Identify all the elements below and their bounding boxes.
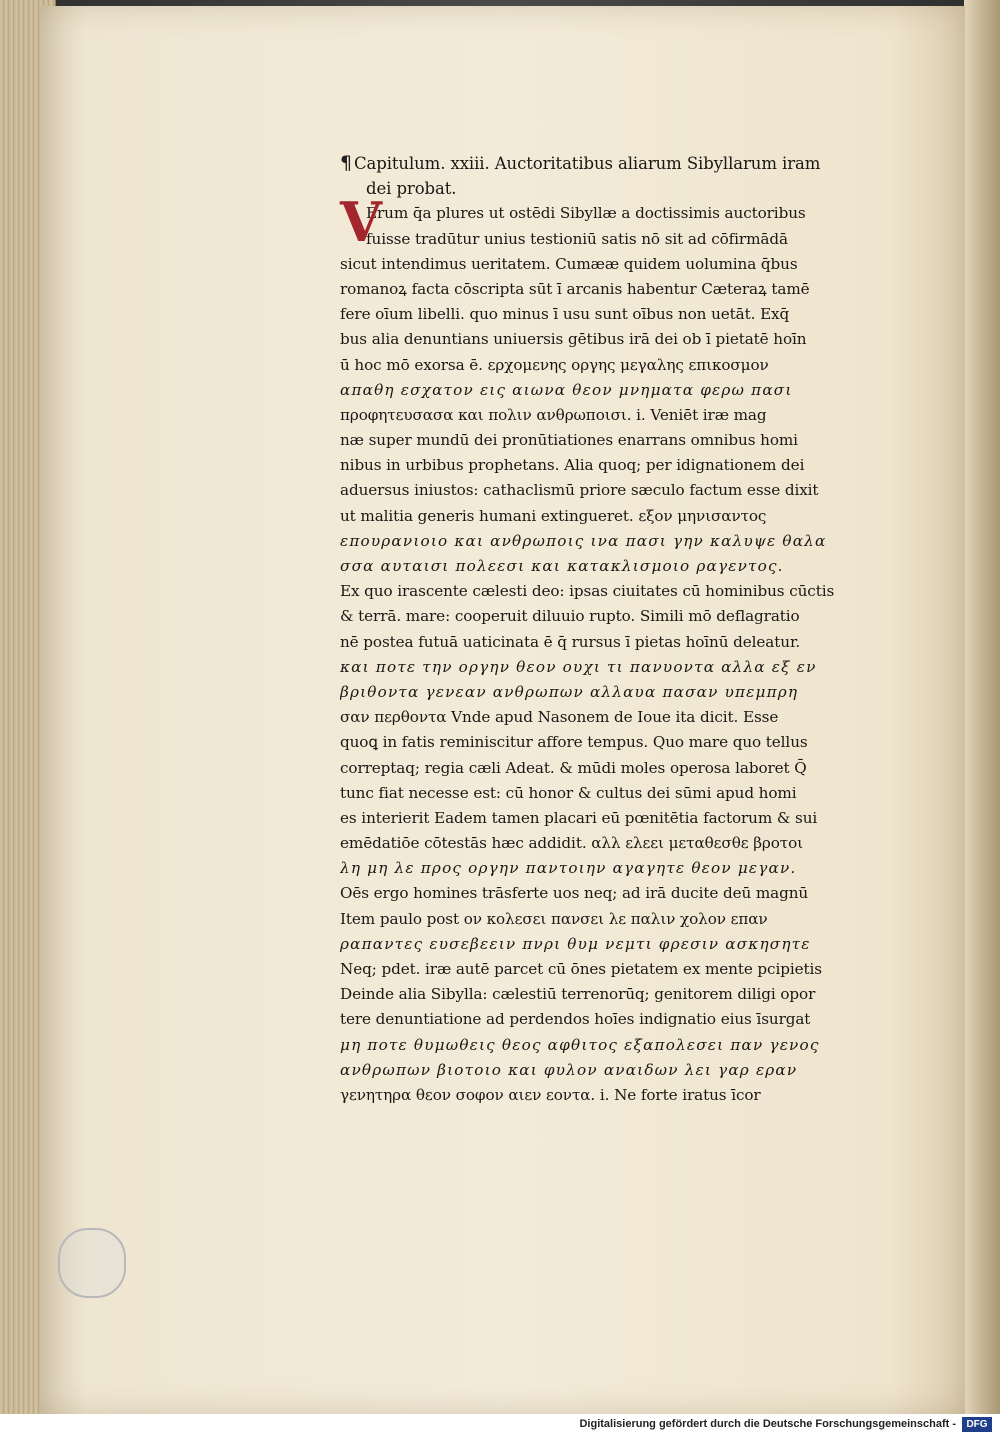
greek-line: ανθρωπων βιοτοιο και φυλον αναιδων λει γαρ εραν: [340, 1060, 798, 1079]
text-line: sicut intendimus ueritatem. Cumææ quidem uolumina q̄bus: [340, 254, 798, 273]
greek-line: μη ποτε θυμωθεις θεος αφθιτος εξαπολεσει παν γενος: [340, 1035, 820, 1054]
footer-credit: Digitalisierung gefördert durch die Deutsche Forschungsgemeinschaft -: [579, 1418, 956, 1430]
text-line: ū hoc mō exorsa ē. ερχομενης οργης μεγαλης επικοσμον: [340, 355, 769, 374]
initial-letter: V: [340, 190, 382, 254]
text-line: Erum q̄a plures ut ostēdi Sibyllæ a doctissimis auctoribus: [366, 204, 806, 223]
text-line: correptaq; regia cæli Adeat. & mūdi moles operosa laboret Q̄: [340, 758, 807, 777]
text-line: Oēs ergo homines trāsferte uos neq; ad irā ducite deū magnū: [340, 884, 809, 903]
text-line: προφητευσασα και πολιν ανθρωποισι. i. Veniēt iræ mag: [340, 405, 767, 424]
text-line: nē postea futuā uaticinata ē q̄ rursus ī pietas hoīnū deleatur.: [340, 632, 801, 651]
text-line: tere denuntiatione ad perdendos hoīes indignatio eius īsurgat: [340, 1010, 811, 1029]
footer-bar: [0, 1414, 1000, 1436]
heading-line-1: Capitulum. xxiii. Auctoritatibus aliarum Sibyllarum iram: [354, 154, 821, 173]
text-line: es interierit Eadem tamen placari eū pœnitētia factorum & sui: [340, 808, 818, 827]
text-line: fuisse tradūtur unius testioniū satis nō sit ad cōfirmādā: [366, 229, 788, 248]
greek-line: ραπαντες ευσεβεειν πνρι θυμ νεμτι φρεσιν ασκησητε: [340, 934, 811, 953]
text-line: bus alia denuntians uniuersis gētibus irā dei ob ī pietatē hoīn: [340, 330, 807, 349]
page-clip: [58, 1228, 126, 1298]
text-line: Ex quo irascente cælesti deo: ipsas ciuitates cū hominibus cūctis: [340, 582, 835, 601]
book-right-edge: [964, 0, 1000, 1420]
text-line: romanoꝝ facta cōscripta sūt ī arcanis habentur Cæteraꝝ tamē: [340, 279, 810, 298]
text-line: quoꝗ in fatis reminiscitur affore tempus. Quo mare quo tellus: [340, 733, 808, 752]
text-line: ut malitia generis humani extingueret. εξον μηνισαντος: [340, 506, 767, 525]
pilcrow-icon: ¶: [340, 152, 352, 174]
text-line: σαν περθοντα Vnde apud Nasonem de Ioue ita dicit. Esse: [340, 708, 779, 727]
greek-line: σσα αυταισι πολεεσι και κατακλισμοιο ραγεντος.: [340, 557, 784, 575]
text-line: Deinde alia Sibylla: cælestiū terrenorūq; genitorem diligi opor: [340, 985, 816, 1004]
text-line: & terrā. mare: cooperuit diluuio rupto. Simili mō deflagratio: [340, 607, 800, 626]
text-line: γενητηρα θεον σοφον αιεν εοντα. i. Ne forte iratus īcor: [340, 1085, 761, 1104]
dfg-logo[interactable]: DFG: [962, 1417, 992, 1432]
greek-line: επουρανιοιο και ανθρωποις ινα πασι γην καλυψε θαλα: [340, 531, 827, 550]
text-line: Item paulo post ον κολεσει πανσει λε παλιν χολον επαν: [340, 909, 768, 928]
text-line: emēdatiōe cōtestās hæc addidit. αλλ ελεει μεταθεσθε βροτοι: [340, 834, 803, 853]
text-line: nibus in urbibus prophetans. Alia quoq; per idignationem dei: [340, 456, 805, 475]
greek-line: απαθη εσχατον εις αιωνα θεον μνηματα φερω πασι: [340, 380, 793, 399]
text-block: [340, 151, 900, 1108]
book-page: [40, 6, 965, 1414]
text-line: tunc fiat necesse est: cū honor & cultus dei sūmi apud homi: [340, 783, 797, 802]
chapter-heading: [340, 151, 900, 176]
text-line: Neq; pdet. iræ autē parcet cū ōnes pietatem ex mente pcipietis: [340, 960, 822, 978]
text-line: fere oīum libelli. quo minus ī usu sunt oībus non uetāt. Exq̄: [340, 305, 790, 324]
text-line: næ super mundū dei pronūtiationes enarrans omnibus homi: [340, 431, 798, 450]
text-line: aduersus iniustos: cathaclismū priore sæculo factum esse dixit: [340, 481, 819, 500]
greek-line: λη μη λε προς οργην παντοιην αγαγητε θεον μεγαν.: [340, 859, 797, 878]
heading-line-2: dei probat.: [366, 179, 457, 199]
greek-line: βριθοντα γενεαν ανθρωπων αλλαυα πασαν υπεμπρη: [340, 682, 799, 701]
greek-line: και ποτε την οργην θεον ουχι τι πανυοντα αλλα εξ εν: [340, 657, 817, 676]
